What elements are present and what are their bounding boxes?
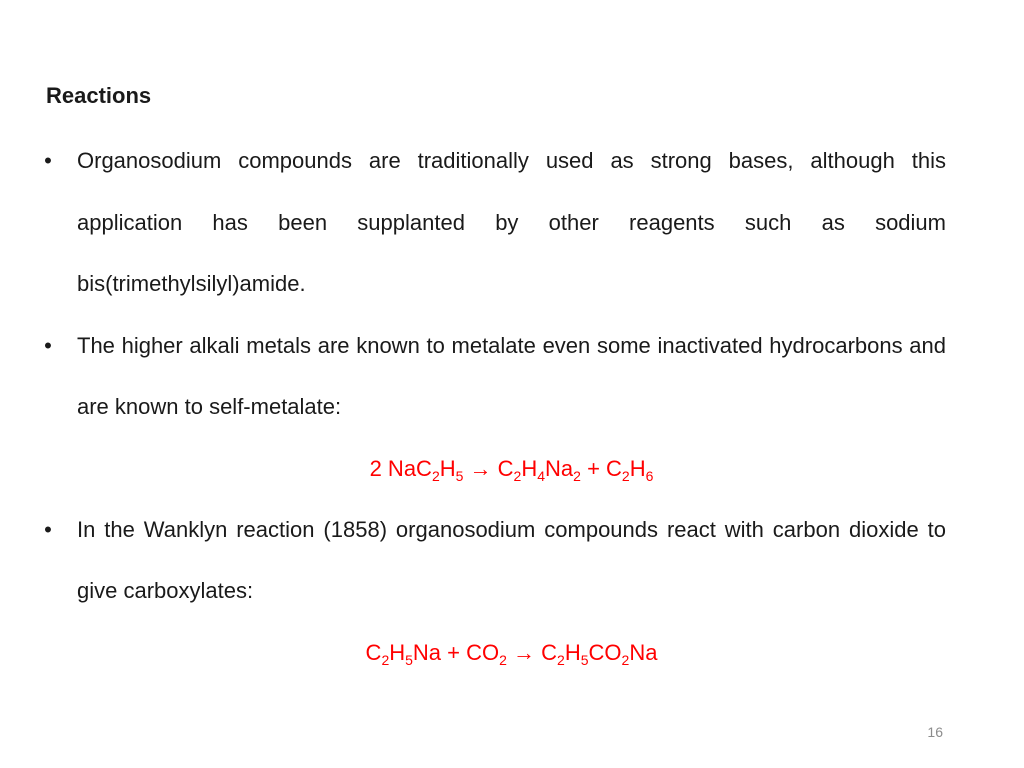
bullet-text-3: In the Wanklyn reaction (1858) organosodium compounds react with carbon dioxide to give carboxylates:	[77, 516, 946, 603]
bullet-dot-icon: •	[44, 148, 52, 173]
page-number: 16	[927, 724, 943, 740]
bullet-dot-icon: •	[44, 332, 52, 358]
bullet-text-1: Organosodium compounds are traditionally used as strong bases, although this application has been supplanted by other reagents such as sodium bis(trimethylsilyl)amide.	[77, 148, 946, 296]
slide-title: Reactions	[46, 83, 152, 108]
bullet-item-2	[40, 315, 946, 438]
bullet-item-1	[40, 130, 946, 315]
bullet-text-2: The higher alkali metals are known to metalate even some inactivated hydrocarbons and are known to self-metalate:	[77, 332, 946, 419]
bullet-list	[40, 130, 946, 683]
bullet-dot-icon: •	[44, 516, 52, 542]
bullet-item-3	[40, 499, 946, 622]
equation-self-metalation: 2 $NaC_2H_5 \to C_2H_4Na_2 + C_2H_6$	[369, 455, 654, 484]
equation-wanklyn-reaction: $C_2H_5Na + CO_2 \to C_2H_5CO_2Na$	[365, 639, 658, 668]
